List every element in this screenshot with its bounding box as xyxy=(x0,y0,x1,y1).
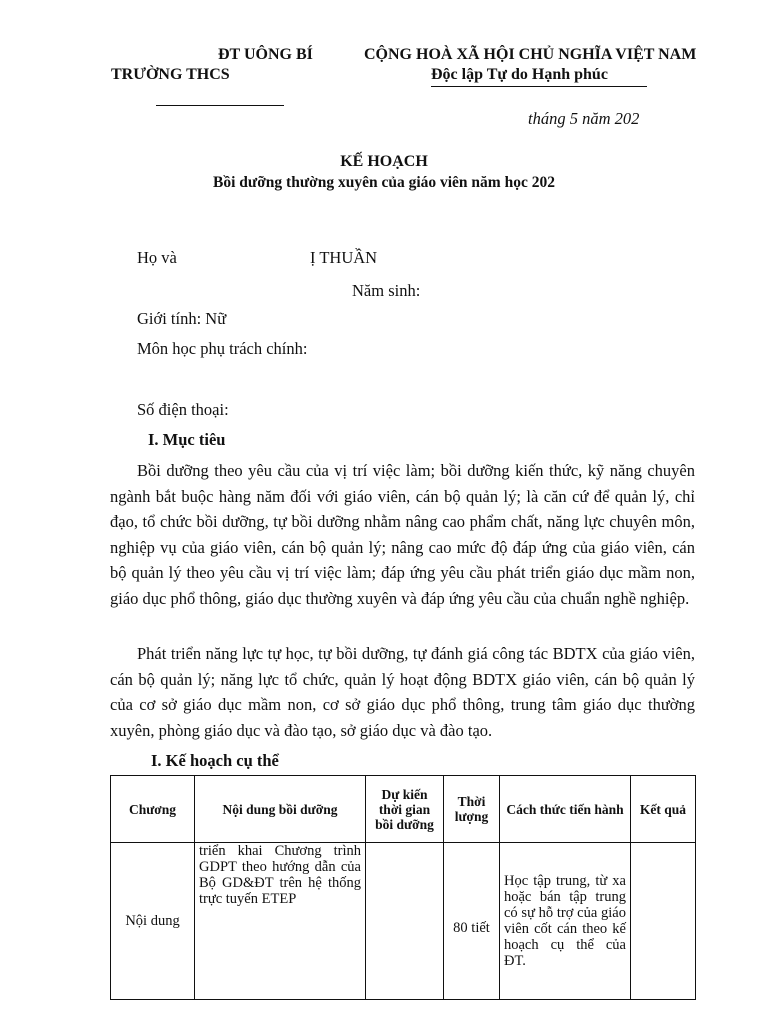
header-expected-time: Dự kiến thời gian bồi dưỡng xyxy=(366,776,444,843)
gender-label: Giới tính: Nữ xyxy=(137,309,227,328)
objectives-paragraph-1: Bồi dưỡng theo yêu cầu của vị trí việc làm; bồi dưỡng kiến thức, kỹ năng chuyên ngành bắt buộc hàng năm đối với giáo viên, cán bộ quản lý; là căn cứ để quản lý, chỉ đạo, tổ chức bồi dưỡng, tự bồi dưỡng nhằm nâng cao phẩm chất, năng lực chuyên môn, nghiệp vụ của giáo viên, cán bộ quản lý; nâng cao mức độ đáp ứng của giáo viên, cán bộ quản lý theo yêu cầu vị trí việc làm; đáp ứng yêu cầu phát triển giáo dục mầm non, giáo dục phổ thông, giáo dục thường xuyên và đáp ứng yêu cầu của chuẩn nghề nghiệp. xyxy=(110,461,695,608)
name-label: Họ và xyxy=(137,248,177,267)
cell-expected-time xyxy=(366,843,444,1000)
plan-table xyxy=(110,775,696,1000)
school-underline xyxy=(156,105,284,106)
cell-method: Học tập trung, từ xa hoặc bán tập trung có sự hỗ trợ của giáo viên cốt cán theo kế hoạch cụ thể của ĐT. xyxy=(500,843,631,1000)
document-date: tháng 5 năm 202 xyxy=(528,109,640,128)
nation-title: CỘNG HOÀ XÃ HỘI CHỦ NGHĨA VIỆT NAM xyxy=(364,46,697,63)
section-objectives-heading: I. Mục tiêu xyxy=(148,430,226,449)
header-chapter: Chương xyxy=(111,776,195,843)
header-method: Cách thức tiến hành xyxy=(500,776,631,843)
objectives-paragraph-2: Phát triển năng lực tự học, tự bồi dưỡng, tự đánh giá công tác BDTX của giáo viên, cán bộ quản lý; năng lực tổ chức, quản lý hoạt động BDTX giáo viên, cán bộ quản lý của cơ sở giáo dục mầm non, cơ sở giáo dục phổ thông, trung tâm giáo dục thường xuyên, phòng giáo dục và đào tạo, sở giáo dục và đào tạo. xyxy=(110,644,695,740)
cell-duration: 80 tiết xyxy=(444,843,500,1000)
header-duration: Thời lượng xyxy=(444,776,500,843)
cell-chapter: Nội dung xyxy=(111,843,195,1000)
motto-underline xyxy=(431,86,647,87)
birth-year-label: Năm sinh: xyxy=(352,281,421,300)
table-header-row xyxy=(111,776,696,843)
cell-result xyxy=(631,843,696,1000)
header-result: Kết quả xyxy=(631,776,696,843)
document-subtitle: Bồi dưỡng thường xuyên của giáo viên năm học 202 xyxy=(213,174,555,191)
school-name: TRƯỜNG THCS xyxy=(111,66,230,83)
phone-label: Số điện thoại: xyxy=(137,400,229,419)
section-plan-heading: I. Kế hoạch cụ thể xyxy=(151,751,279,770)
department-name: ĐT UÔNG BÍ xyxy=(218,46,313,63)
cell-content: triển khai Chương trình GDPT theo hướng dẫn của Bộ GD&ĐT trên hệ thống trực tuyến ETEP xyxy=(195,843,366,1000)
table-row xyxy=(111,843,696,1000)
nation-motto: Độc lập Tự do Hạnh phúc xyxy=(431,66,608,83)
subject-label: Môn học phụ trách chính: xyxy=(137,339,308,358)
name-value: Ị THUẦN xyxy=(310,248,378,267)
header-content: Nội dung bồi dưỡng xyxy=(195,776,366,843)
document-title: KẾ HOẠCH xyxy=(340,153,428,170)
